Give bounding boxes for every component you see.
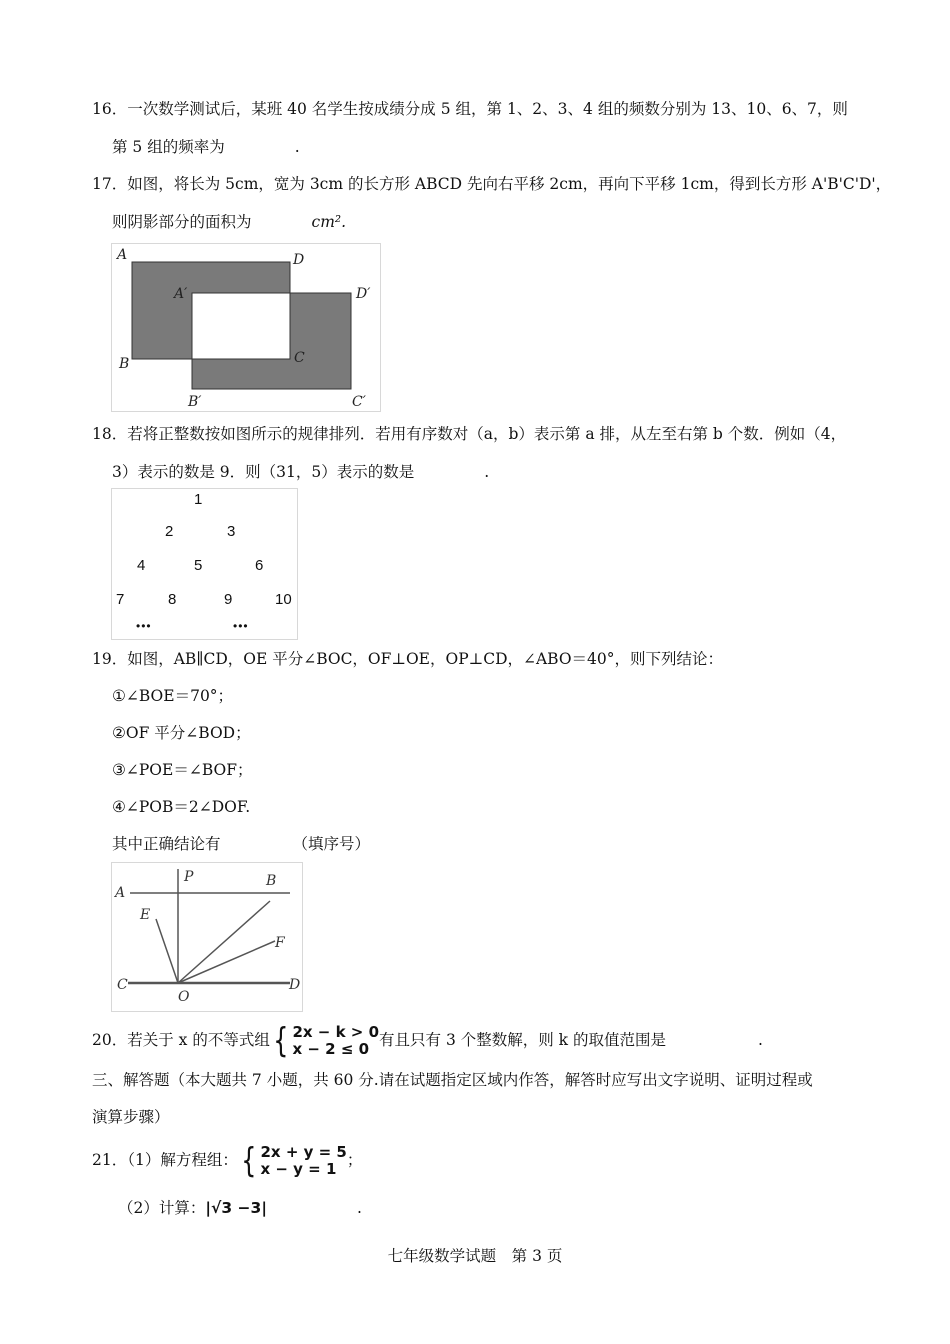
q19-prompt: 其中正确结论有	[112, 835, 221, 853]
q17-line2	[112, 211, 346, 233]
q21-part1-label: 21．（1）解方程组：	[92, 1151, 238, 1169]
q17-label-B1: B′	[188, 394, 202, 410]
q17-label-C: C	[294, 350, 305, 366]
q16-line1: 16．一次数学测试后，某班 40 名学生按成绩分成 5 组，第 1、2、3、4 组的频数分别为 13、10、6、7，则	[92, 100, 848, 118]
q21-eq-2: x − y = 1	[260, 1160, 337, 1178]
q18-figure	[111, 488, 298, 640]
q20-end: .	[758, 1031, 763, 1049]
q19-label-B: B	[266, 873, 277, 889]
q19-line1: 19．如图，AB∥CD，OE 平分∠BOC，OF⊥OE，OP⊥CD，∠ABO＝40°，则下列结论：	[92, 650, 724, 668]
q19-ray-oe	[156, 919, 178, 983]
q17-line1: 17．如图，将长为 5cm，宽为 3cm 的长方形 ABCD 先向右平移 2cm，再向下平移 1cm，得到长方形 A'B'C'D'，	[92, 175, 892, 193]
q20-after: 有且只有 3 个整数解，则 k 的取值范围是	[379, 1031, 666, 1049]
q16-prompt: 第 5 组的频率为	[112, 138, 225, 156]
q21-part2	[118, 1197, 362, 1219]
q19-label-D: D	[289, 977, 301, 993]
q21-expression: |√3 −3|	[205, 1199, 267, 1217]
q20-ineq-2: x − 2 ≤ 0	[292, 1040, 370, 1058]
q18-line1: 18．若将正整数按如图所示的规律排列．若用有序数对（a，b）表示第 a 排，从左至右第 b 个数．例如（4，	[92, 425, 847, 443]
q20-ineq-1: 2x − k > 0	[292, 1023, 380, 1041]
q18-num-4: 4	[137, 557, 146, 574]
q21-part1	[92, 1141, 363, 1181]
q18-num-9: 9	[224, 591, 233, 608]
q18-num-10: 10	[275, 591, 292, 608]
q19-ray-ob	[178, 901, 270, 983]
q19-prompt-line	[112, 833, 370, 855]
q17-overlap-white	[192, 293, 290, 359]
q19-label-F: F	[275, 935, 285, 951]
q17-unit: cm².	[311, 213, 347, 231]
q17-figure-svg	[112, 244, 380, 411]
q20-line	[92, 1021, 763, 1061]
q17-prompt: 则阴影部分的面积为	[112, 213, 252, 231]
q17-figure	[111, 243, 381, 412]
q20-system	[270, 1021, 380, 1061]
q21-eq-1: 2x + y = 5	[260, 1143, 347, 1161]
q21-brace: {	[241, 1141, 257, 1181]
q17-label-D1: D′	[356, 286, 371, 302]
q19-figure-svg	[112, 863, 302, 1011]
page-footer: 七年级数学试题 第 3 页	[387, 1247, 563, 1265]
q21-part1-end: ；	[346, 1151, 363, 1169]
q18-num-6: 6	[255, 557, 264, 574]
q21-part2-end: .	[357, 1199, 362, 1217]
q19-label-C: C	[117, 977, 128, 993]
q17-label-D: D	[293, 252, 305, 268]
q18-num-3: 3	[227, 523, 236, 540]
q18-num-7: 7	[116, 591, 125, 608]
q17-label-C1: C′	[352, 394, 366, 410]
q18-prompt: 3）表示的数是 9．则（31，5）表示的数是	[112, 463, 415, 481]
q20-before: 20．若关于 x 的不等式组	[92, 1031, 270, 1049]
section3-heading-line2: 演算步骤）	[92, 1108, 170, 1126]
section3-heading-line1: 三、解答题（本大题共 7 小题，共 60 分.请在试题指定区域内作答，解答时应写出文字说明、证明过程或	[92, 1071, 813, 1089]
q18-dots-left: •••	[136, 619, 152, 633]
q18-num-1: 1	[194, 491, 203, 508]
q18-end: .	[484, 463, 490, 481]
q19-label-E: E	[140, 907, 151, 923]
q19-label-O: O	[178, 989, 190, 1005]
q19-label-A: A	[115, 885, 126, 901]
q19-figure	[111, 862, 303, 1012]
q16-line2	[112, 136, 300, 158]
q19-hint: （填序号）	[292, 835, 371, 853]
q18-num-5: 5	[194, 557, 203, 574]
q19-item-2: ②OF 平分∠BOD；	[112, 724, 251, 742]
q21-part2-label: （2）计算：	[118, 1199, 206, 1217]
q17-label-A1: A′	[174, 286, 188, 302]
q17-label-B: B	[119, 356, 130, 372]
q19-ray-of	[178, 941, 275, 983]
q17-label-A: A	[117, 247, 128, 263]
q19-item-4: ④∠POB＝2∠DOF.	[112, 798, 251, 816]
q18-num-8: 8	[168, 591, 177, 608]
q21-system	[238, 1141, 347, 1181]
q18-dots-right: •••	[233, 619, 249, 633]
q19-label-P: P	[184, 869, 194, 885]
q18-line2	[112, 461, 489, 483]
q19-item-1: ①∠BOE＝70°；	[112, 687, 234, 705]
q20-brace: {	[273, 1021, 289, 1061]
q18-num-2: 2	[165, 523, 174, 540]
q19-item-3: ③∠POE＝∠BOF；	[112, 761, 253, 779]
q16-end: .	[294, 138, 300, 156]
